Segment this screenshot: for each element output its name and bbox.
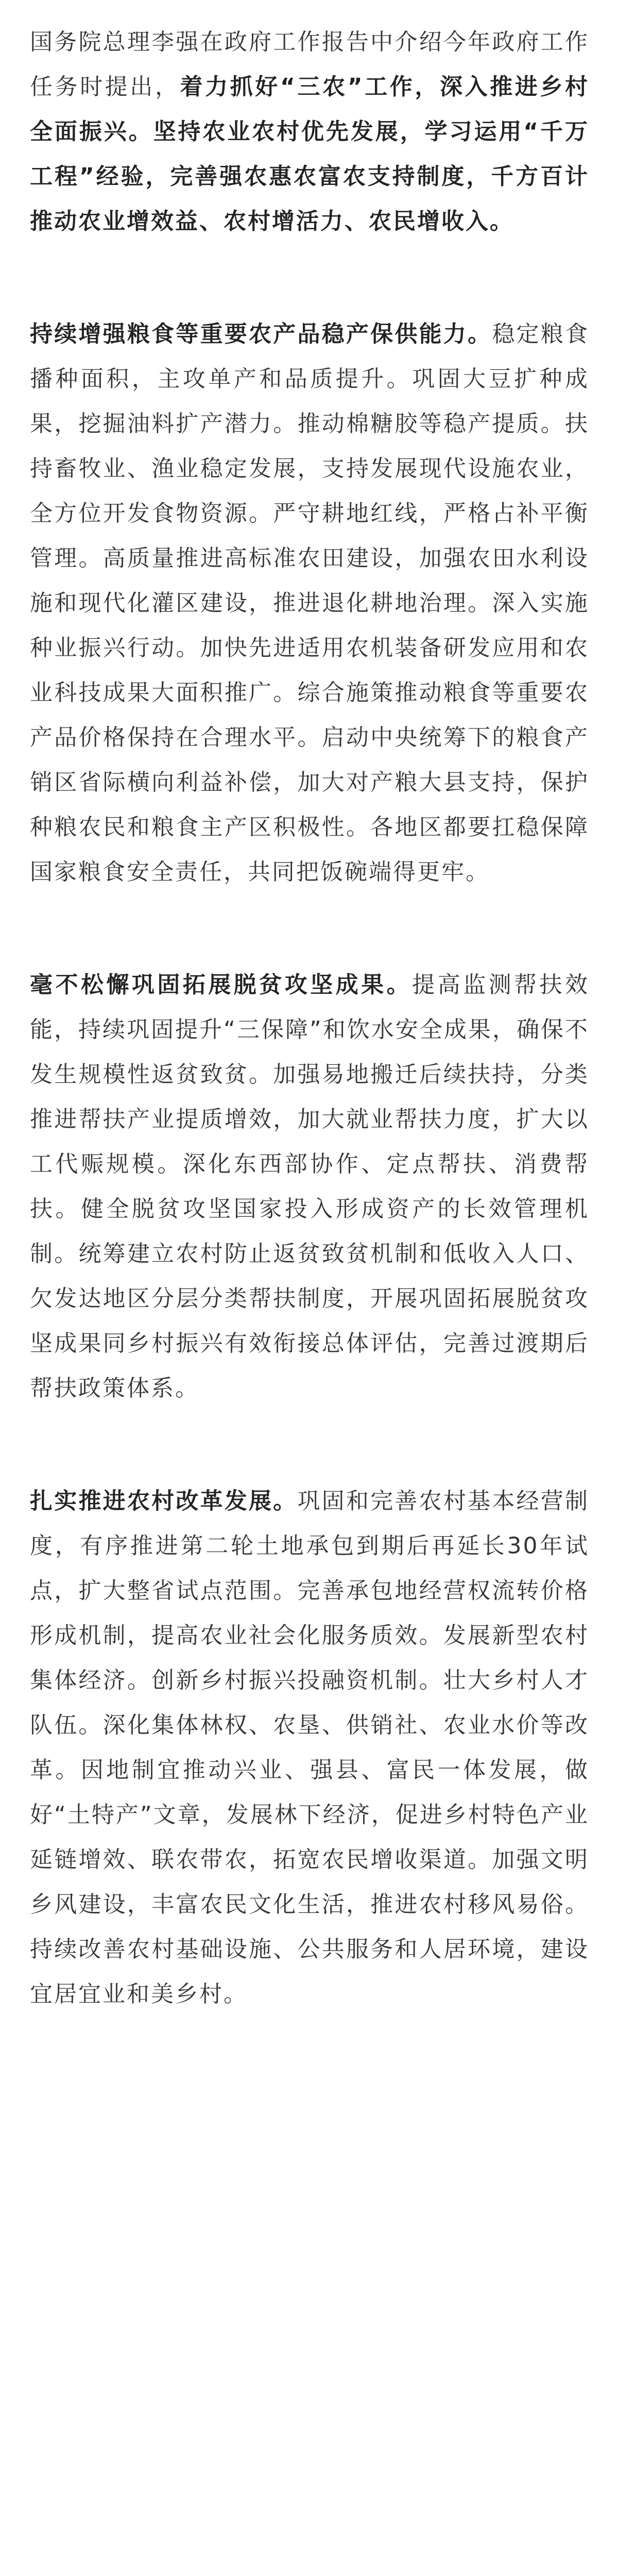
section-reform-body: 巩固和完善农村基本经营制度，有序推进第二轮土地承包到期后再延长30年试点，扩大整省试点范围。完善承包地经营权流转价格形成机制，提高农业社会化服务质效。发展新型农村集体经济。创新乡村振兴投融资机制。壮大乡村人才队伍。深化集体林权、农垦、供销社、农业水价等改革。因地制宜推动兴业、强县、富民一体发展，做好“土特产”文章，发展林下经济，促进乡村特色产业延链增效、联农带农，拓宽农民增收渠道。加强文明乡风建设，丰富农民文化生活，推进农村移风易俗。持续改善农村基础设施、公共服务和人居环境，建设宜居宜业和美乡村。 — [30, 1488, 589, 2007]
intro-bold-1: 着力抓好“三农”工作，深入推进乡村全面振兴。 — [30, 74, 589, 145]
section-poverty-heading: 毫不松懈巩固拓展脱贫攻坚成果。 — [30, 972, 413, 998]
section-grain-heading: 持续增强粮食等重要农产品稳产保供能力。 — [30, 321, 492, 347]
section-grain-body: 稳定粮食播种面积，主攻单产和品质提升。巩固大豆扩种成果，挖掘油料扩产潜力。推动棉糖胶等稳产提质。扶持畜牧业、渔业稳定发展，支持发展现代设施农业，全方位开发食物资源。严守耕地红线，严格占补平衡管理。高质量推进高标准农田建设，加强农田水利设施和现代化灌区建设，推进退化耕地治理。深入实施种业振兴行动。加快先进适用农机装备研发应用和农业科技成果大面积推广。综合施策推动粮食等重要农产品价格保持在合理水平。启动中央统筹下的粮食产销区省际横向利益补偿，加大对产粮大县支持，保护种粮农民和粮食主产区积极性。各地区都要扛稳保障国家粮食安全责任，共同把饭碗端得更牢。 — [30, 321, 590, 885]
section-grain-paragraph — [30, 312, 589, 894]
section-poverty-paragraph — [30, 962, 589, 1411]
article-body — [30, 20, 589, 2016]
intro-text: 国务院总理李强在政府工作报告中介绍今年政府工作任务时提出， — [30, 29, 589, 100]
intro-paragraph — [30, 20, 589, 244]
intro-bold-2: 坚持农业农村优先发展，学习运用“千万工程”经验，完善强农惠农富农支持制度，千方百计推动农业增效益、农村增活力、农民增收入。 — [30, 118, 590, 234]
section-poverty-body: 提高监测帮扶效能，持续巩固提升“三保障”和饮水安全成果，确保不发生规模性返贫致贫。加强易地搬迁后续扶持，分类推进帮扶产业提质增效，加大就业帮扶力度，扩大以工代赈规模。深化东西部协作、定点帮扶、消费帮扶。健全脱贫攻坚国家投入形成资产的长效管理机制。统筹建立农村防止返贫致贫机制和低收入人口、欠发达地区分层分类帮扶制度，开展巩固拓展脱贫攻坚成果同乡村振兴有效衔接总体评估，完善过渡期后帮扶政策体系。 — [30, 972, 590, 1401]
section-reform-paragraph — [30, 1479, 589, 2016]
section-reform-heading: 扎实推进农村改革发展。 — [30, 1488, 298, 1514]
